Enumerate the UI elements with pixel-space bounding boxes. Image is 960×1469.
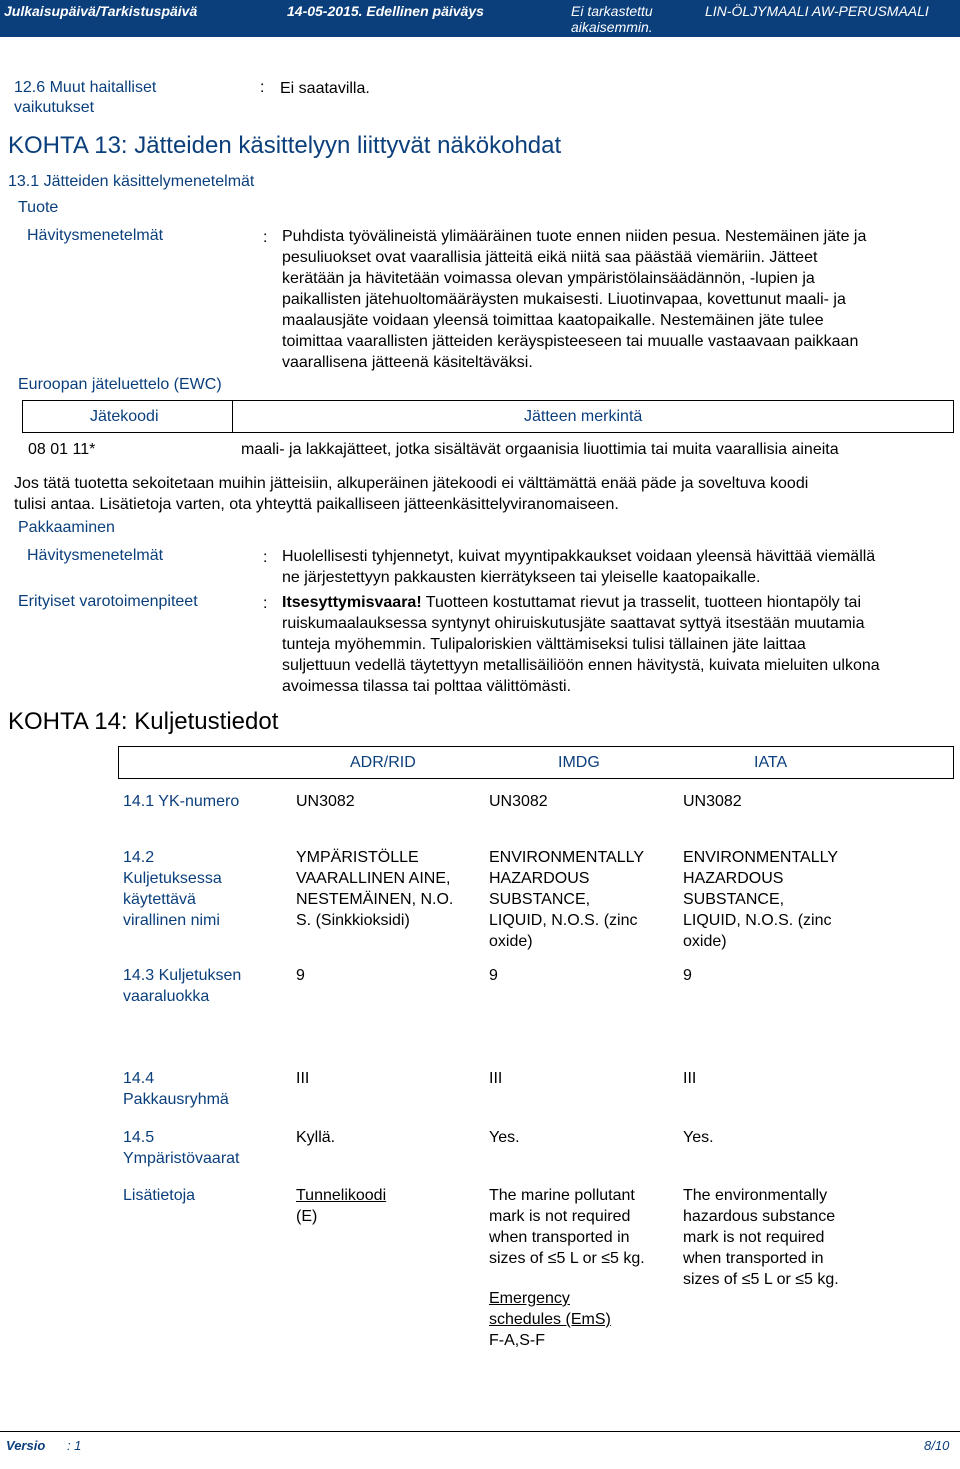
row-pg-label xyxy=(123,1068,229,1110)
un-adr: UN3082 xyxy=(296,793,355,810)
row-name-label-line: virallinen nimi xyxy=(123,912,220,929)
precautions-line: suljettuun vedellä täytettyyn metallisäiliöön ennen hävitystä, kuivata mieluiten ulkona xyxy=(282,657,880,674)
class-imdg: 9 xyxy=(489,967,498,984)
section-13-1-title: 13.1 Jätteiden käsittelymenetelmät xyxy=(8,173,255,190)
env-iata: Yes. xyxy=(683,1129,714,1146)
iata-note-line: mark is not required xyxy=(683,1229,825,1246)
env-imdg: Yes. xyxy=(489,1129,520,1146)
name-adr-line: S. (Sinkkioksidi) xyxy=(296,912,410,929)
name-adr-line: YMPÄRISTÖLLE xyxy=(296,849,419,866)
name-iata-line: ENVIRONMENTALLY xyxy=(683,849,838,866)
class-iata: 9 xyxy=(683,967,692,984)
row-pg-label-line: Pakkausryhmä xyxy=(123,1091,229,1108)
precautions-first-rest: Tuotteen kostuttamat rievut ja trasselit, tuotteen hiontapöly tai xyxy=(421,594,861,611)
imdg-note-line: sizes of ≤5 L or ≤5 kg. xyxy=(489,1250,645,1267)
disposal-line: paikallisten jätehuoltomääräysten mukaisesti. Liuotinvapaa, kovettunut maali- ja xyxy=(282,291,846,308)
name-imdg-line: LIQUID, N.O.S. (zinc xyxy=(489,912,638,929)
disposal-line: kerätään ja hävitetään voimassa olevan ympäristölainsäädännön, -lupien ja xyxy=(282,270,815,287)
disposal-line: maalausjäte voidaan yleensä toimittaa kaatopaikalle. Nestemäinen jäte tulee xyxy=(282,312,824,329)
ewc-note: tulisi antaa. Lisätietoja varten, ota yhteyttä paikalliseen jätteenkäsittelyviranomaiseen. xyxy=(14,496,619,513)
imdg-extra xyxy=(489,1185,645,1351)
tunnel-code-value: (E) xyxy=(296,1208,318,1225)
un-imdg: UN3082 xyxy=(489,793,548,810)
colon: : xyxy=(260,79,265,96)
row-class-label-line: vaaraluokka xyxy=(123,988,210,1005)
disposal-line: pesuliuokset ovat vaarallisia jätteitä eikä niitä saa päästää viemäriin. Jätteet xyxy=(282,249,818,266)
pack-disposal-line: Huolellisesti tyhjennetyt, kuivat myyntipakkaukset voidaan yleensä hävittää viemällä xyxy=(282,548,876,565)
disposal-label: Hävitysmenetelmät xyxy=(27,227,164,244)
iata-note-line: when transported in xyxy=(683,1250,824,1267)
header-date: 14-05-2015. Edellinen päiväys xyxy=(287,3,484,19)
iata-note-line: The environmentally xyxy=(683,1187,828,1204)
precautions-line: avoimessa tilassa tai polttaa välittömästi. xyxy=(282,678,572,695)
row-class-label-line: 14.3 Kuljetuksen xyxy=(123,967,242,984)
col-imdg: IMDG xyxy=(558,754,600,771)
name-imdg-line: HAZARDOUS xyxy=(489,870,590,887)
class-adr: 9 xyxy=(296,967,305,984)
ewc-col-code: Jätekoodi xyxy=(90,408,159,425)
ewc-col-name: Jätteen merkintä xyxy=(524,408,643,425)
s12-6-label-2: vaikutukset xyxy=(14,99,95,116)
ewc-note: Jos tätä tuotetta sekoitetaan muihin jätteisiin, alkuperäinen jätekoodi ei välttämättä enää päde ja soveltuva koodi xyxy=(14,475,809,492)
pg-iata: III xyxy=(683,1070,697,1087)
ems-value: F-A,S-F xyxy=(489,1332,545,1349)
row-name-label-line: Kuljetuksessa xyxy=(123,870,222,887)
ewc-name: maali- ja lakkajätteet, jotka sisältävät orgaanisia liuottimia tai muita vaarallisia aineita xyxy=(241,441,839,458)
name-imdg-line: SUBSTANCE, xyxy=(489,891,591,908)
pg-imdg: III xyxy=(489,1070,503,1087)
env-adr: Kyllä. xyxy=(296,1129,336,1146)
precautions-line: ruiskumaalauksessa syntynyt ohiruiskutusjäte saattavat syttyä itsestään muutamia xyxy=(282,615,865,632)
row-extra-label: Lisätietoja xyxy=(123,1187,196,1204)
imdg-note-line: The marine pollutant xyxy=(489,1187,635,1204)
tunnel-code-label: Tunnelikoodi xyxy=(296,1187,387,1204)
ewc-label: Euroopan jäteluettelo (EWC) xyxy=(18,376,222,393)
row-name-label xyxy=(123,847,222,931)
section-13-title: KOHTA 13: Jätteiden käsittelyyn liittyvät näkökohdat xyxy=(8,132,562,159)
name-iata-line: SUBSTANCE, xyxy=(683,891,785,908)
col-adr-rid: ADR/RID xyxy=(350,754,416,771)
iata-extra xyxy=(683,1185,839,1290)
header-product: LIN-ÖLJYMAALI AW-PERUSMAALI xyxy=(705,3,929,19)
row-name-label-line: käytettävä xyxy=(123,891,196,908)
precautions-label: Erityiset varotoimenpiteet xyxy=(18,593,198,610)
name-iata-line: oxide) xyxy=(683,933,727,950)
iata-note-line: hazardous substance xyxy=(683,1208,836,1225)
row-name-label-line: 14.2 xyxy=(123,849,155,866)
footer-page: 8/10 xyxy=(924,1438,950,1453)
name-adr-line: VAARALLINEN AINE, xyxy=(296,870,451,887)
precautions-first-line xyxy=(282,592,861,613)
tunnel-code xyxy=(296,1185,386,1227)
colon: : xyxy=(263,595,268,612)
s12-6-label-1: 12.6 Muut haitalliset xyxy=(14,79,157,96)
name-adr xyxy=(296,847,453,931)
packaging-label: Pakkaaminen xyxy=(18,519,115,536)
name-iata xyxy=(683,847,838,952)
name-imdg xyxy=(489,847,644,952)
disposal-line: vaarallisena jätteenä käsiteltäväksi. xyxy=(282,354,533,371)
precautions-line: tunteja myöhemmin. Tulipaloriskien välttämiseksi tulisi tällainen jäte laittaa xyxy=(282,636,806,653)
name-imdg-line: ENVIRONMENTALLY xyxy=(489,849,644,866)
footer-version-label: Versio xyxy=(6,1438,46,1453)
name-adr-line: NESTEMÄINEN, N.O. xyxy=(296,891,454,908)
name-iata-line: HAZARDOUS xyxy=(683,870,784,887)
precautions-warning: Itsesyttymisvaara! xyxy=(282,594,422,611)
disposal-line: Puhdista työvälineistä ylimääräinen tuote ennen niiden pesua. Nestemäinen jäte ja xyxy=(282,228,867,245)
section-14-title: KOHTA 14: Kuljetustiedot xyxy=(8,708,279,735)
disposal-line: toimittaa vaarallisten jätteiden keräyspisteeseen tai muualle vastaavaan paikkaan xyxy=(282,333,859,350)
product-label: Tuote xyxy=(18,199,59,216)
pg-adr: III xyxy=(296,1070,310,1087)
colon: : xyxy=(263,549,268,566)
footer-version-value: : 1 xyxy=(66,1438,82,1453)
name-iata-line: LIQUID, N.O.S. (zinc xyxy=(683,912,832,929)
ems-label-line: Emergency xyxy=(489,1290,570,1307)
header-published: Julkaisupäivä/Tarkistuspäivä xyxy=(4,3,198,19)
header-unchecked-2: aikaisemmin. xyxy=(571,19,653,35)
col-iata: IATA xyxy=(754,754,788,771)
colon: : xyxy=(263,229,268,246)
un-iata: UN3082 xyxy=(683,793,742,810)
footer-rule xyxy=(0,1431,960,1432)
name-imdg-line: oxide) xyxy=(489,933,533,950)
row-un-label: 14.1 YK-numero xyxy=(123,793,240,810)
pack-disposal-line: ne järjestettyyn pakkausten kierrätykseen tai yleiselle kaatopaikalle. xyxy=(282,569,761,586)
iata-note-line: sizes of ≤5 L or ≤5 kg. xyxy=(683,1271,839,1288)
ewc-code: 08 01 11* xyxy=(28,441,96,458)
header-unchecked-1: Ei tarkastettu xyxy=(571,3,653,19)
row-env-label-line: 14.5 xyxy=(123,1129,155,1146)
row-env-label xyxy=(123,1127,240,1169)
imdg-note-line: mark is not required xyxy=(489,1208,631,1225)
footer-version xyxy=(6,1438,81,1453)
row-pg-label-line: 14.4 xyxy=(123,1070,155,1087)
pack-disposal-label: Hävitysmenetelmät xyxy=(27,547,164,564)
row-class-label xyxy=(123,965,241,1007)
row-env-label-line: Ympäristövaarat xyxy=(123,1150,240,1167)
ems-label-line: schedules (EmS) xyxy=(489,1311,611,1328)
s12-6-value: Ei saatavilla. xyxy=(280,80,370,97)
imdg-note-line: when transported in xyxy=(489,1229,630,1246)
